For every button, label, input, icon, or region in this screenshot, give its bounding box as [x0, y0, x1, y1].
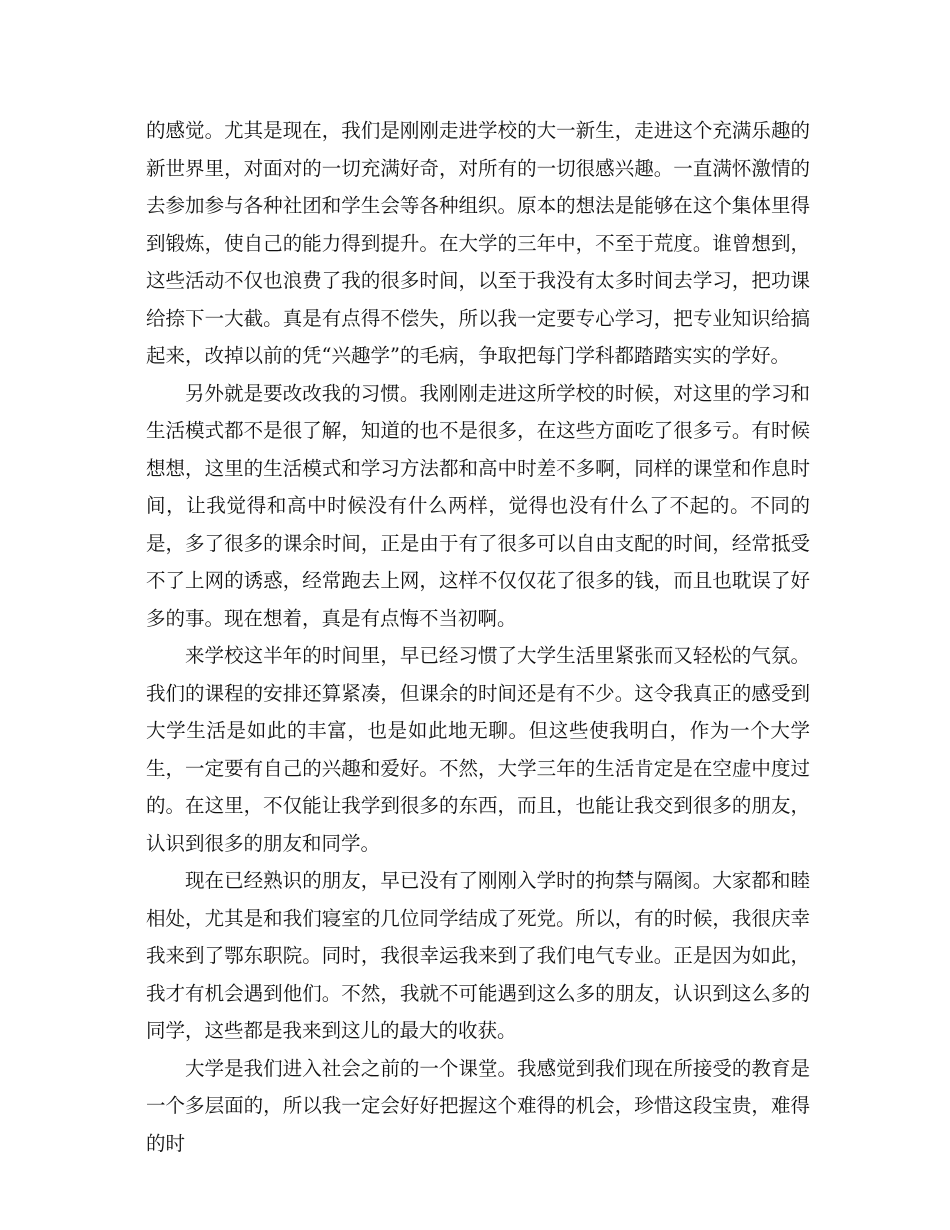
paragraph-3: 来学校这半年的时间里，早已经习惯了大学生活里紧张而又轻松的气氛。我们的课程的安排还算紧凑，但课余的时间还是有不少。这令我真正的感受到大学生活是如此的丰富，也是如此地无聊。但这些使我明白，作为一个大学生，一定要有自己的兴趣和爱好。不然，大学三年的生活肯定是在空虚中度过的。在这里，不仅能让我学到很多的东西，而且，也能让我交到很多的朋友，认识到很多的朋友和同学。: [146, 644, 810, 855]
paragraph-2: 另外就是要改改我的习惯。我刚刚走进这所学校的时候，对这里的学习和生活模式都不是很了解，知道的也不是很多，在这些方面吃了很多亏。有时候想想，这里的生活模式和学习方法都和高中时差不多啊，同样的课堂和作息时间，让我觉得和高中时候没有什么两样，觉得也没有什么了不起的。不同的是，多了很多的课余时间，正是由于有了很多可以自由支配的时间，经常抵受不了上网的诱惑，经常跑去上网，这样不仅仅花了很多的钱，而且也耽误了好多的事。现在想着，真是有点悔不当初啊。: [146, 381, 810, 630]
paragraph-1: 的感觉。尤其是现在，我们是刚刚走进学校的大一新生，走进这个充满乐趣的新世界里，对面对的一切充满好奇，对所有的一切很感兴趣。一直满怀激情的去参加参与各种社团和学生会等各种组织。原本的想法是能够在这个集体里得到锻炼，使自己的能力得到提升。在大学的三年中，不至于荒度。谁曾想到，这些活动不仅也浪费了我的很多时间，以至于我没有太多时间去学习，把功课给捺下一大截。真是有点得不偿失，所以我一定要专心学习，把专业知识给搞起来，改掉以前的凭“兴趣学”的毛病，争取把每门学科都踏踏实实的学好。: [146, 119, 810, 367]
paragraph-4: 现在已经熟识的朋友，早已没有了刚刚入学时的拘禁与隔阂。大家都和睦相处，尤其是和我们寝室的几位同学结成了死党。所以，有的时候，我很庆幸我来到了鄂东职院。同时，我很幸运我来到了我们电气专业。正是因为如此，我才有机会遇到他们。不然，我就不可能遇到这么多的朋友，认识到这么多的同学，这些都是我来到这儿的最大的收获。: [146, 869, 810, 1042]
document-body: [146, 112, 810, 1162]
paragraph-5: 大学是我们进入社会之前的一个课堂。我感觉到我们现在所接受的教育是一个多层面的，所以我一定会好好把握这个难得的机会，珍惜这段宝贵，难得的时: [146, 1056, 810, 1155]
